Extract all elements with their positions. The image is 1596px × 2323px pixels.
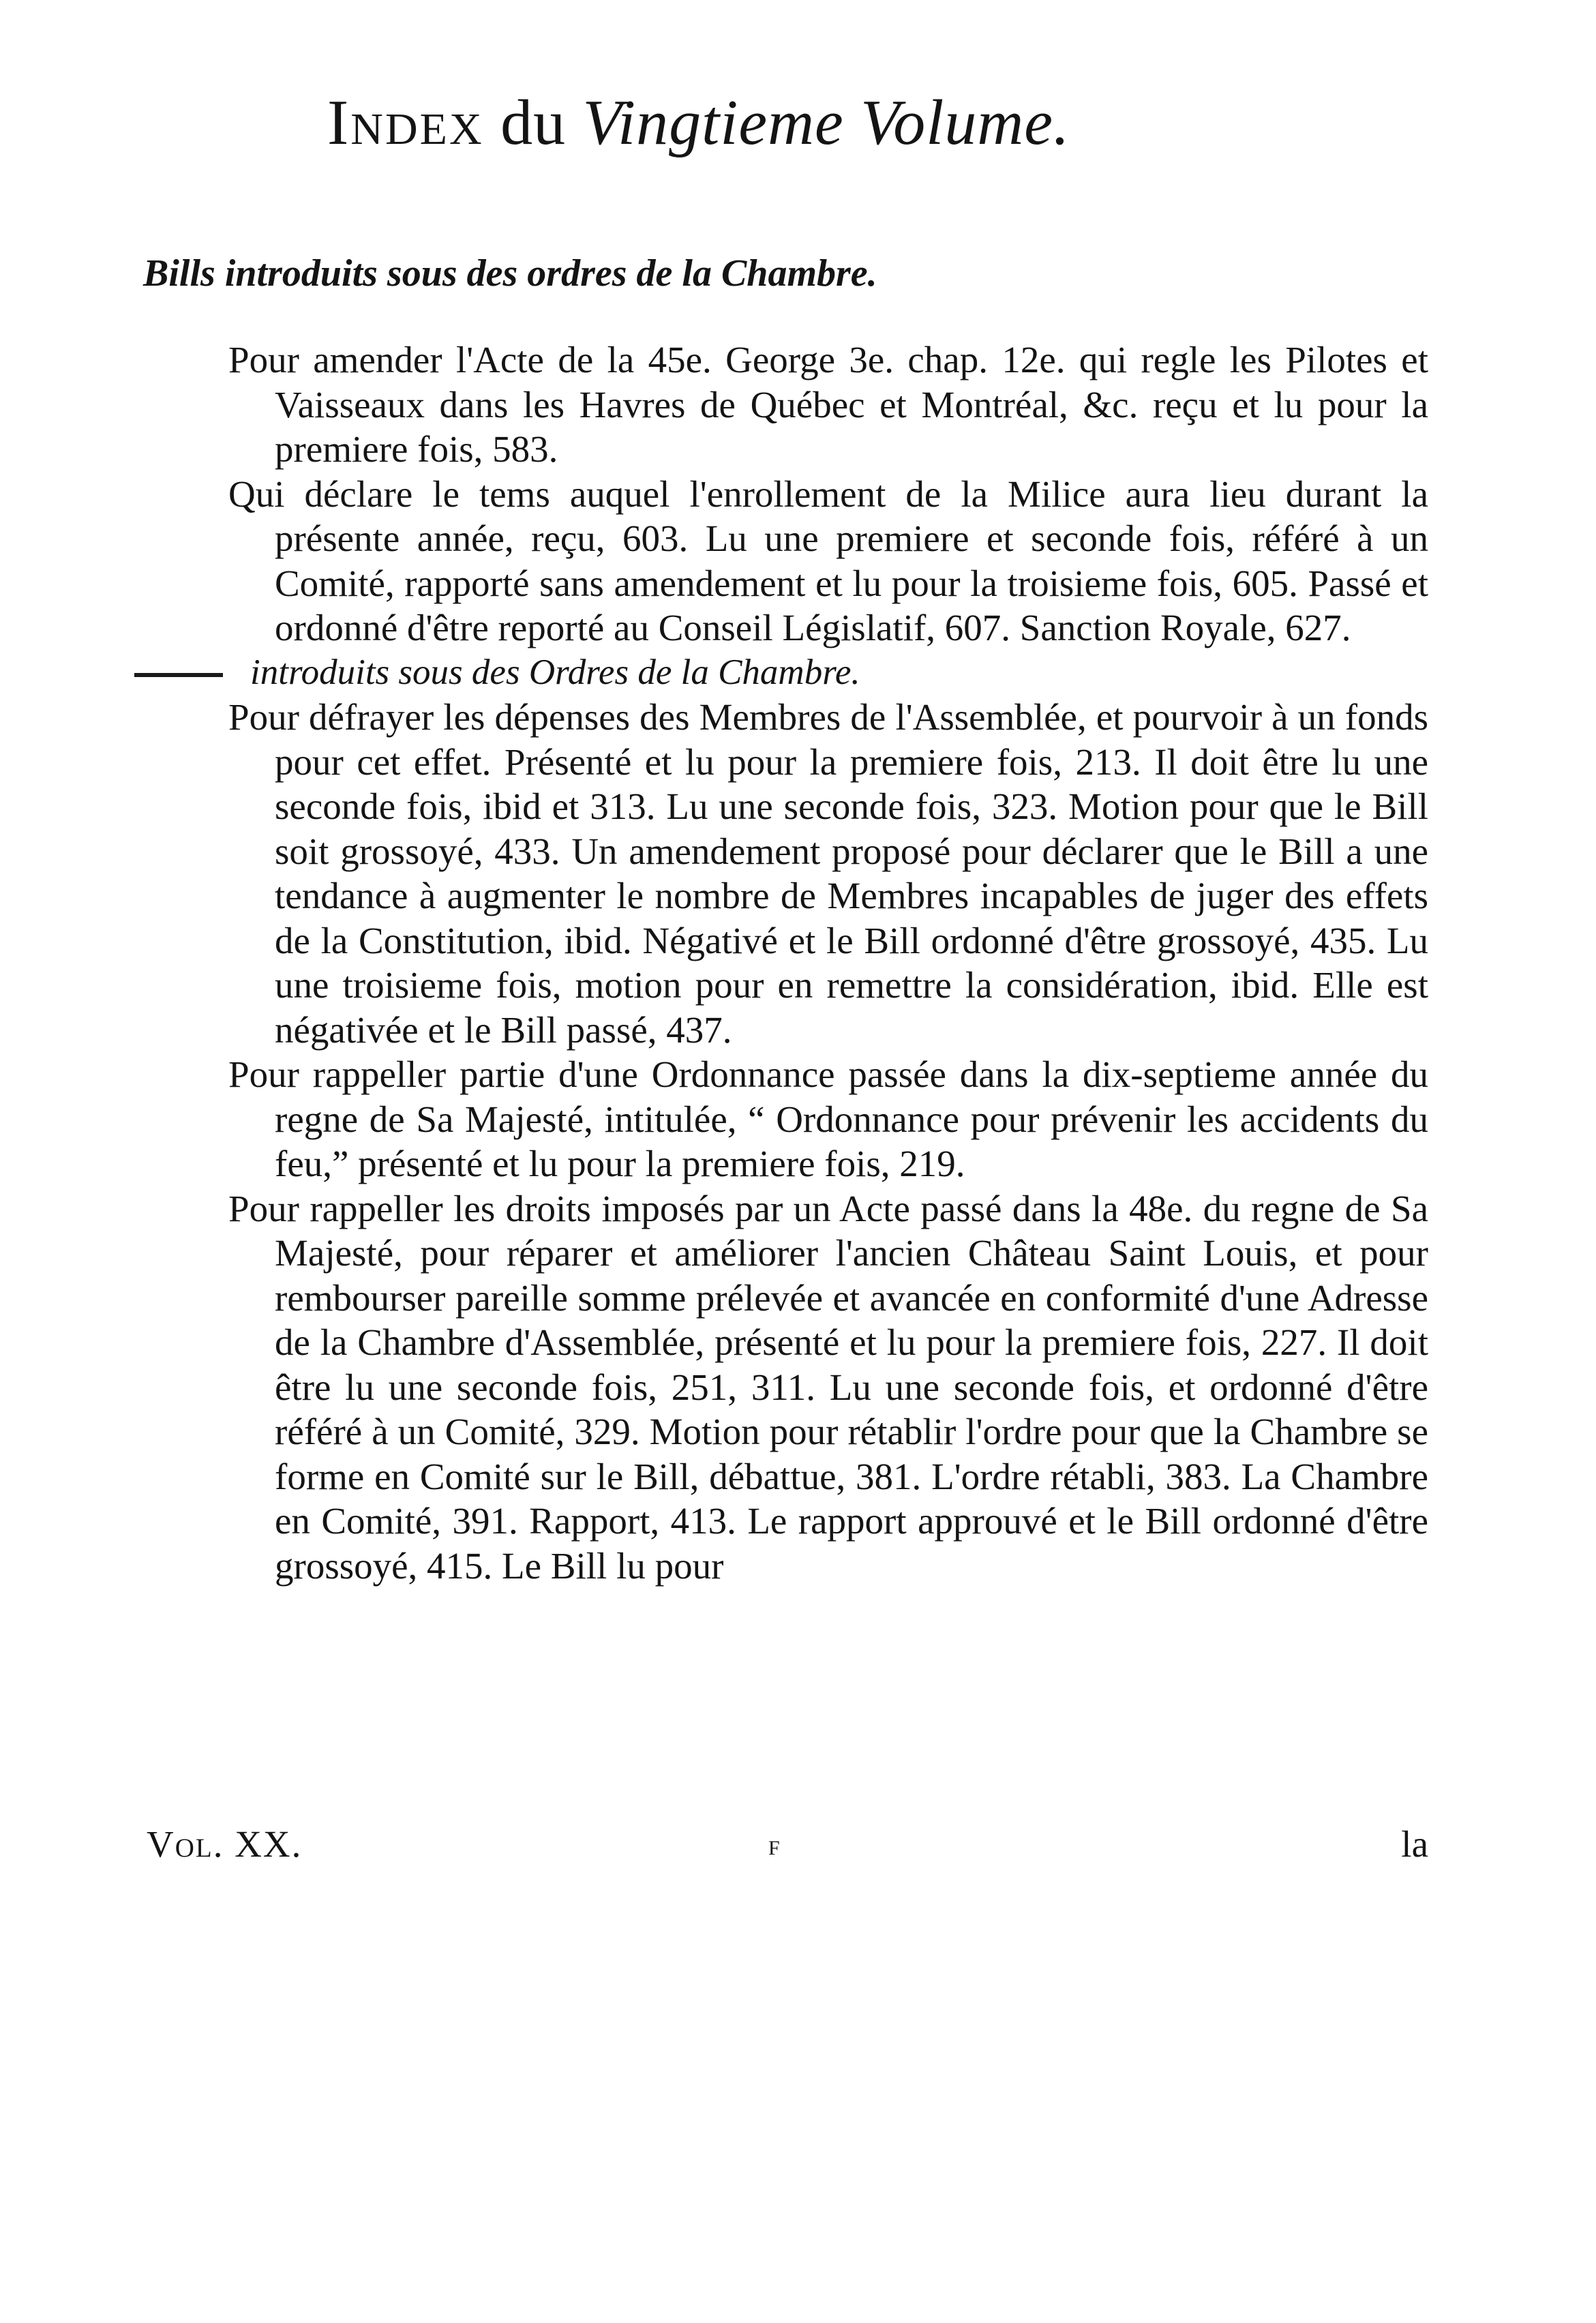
- title-du: du: [500, 87, 567, 158]
- index-entry-milice: Qui déclare le tems auquel l'enrollement de la Milice aura lieu durant la présente année, reçu, 603. Lu une premiere et seconde fois, référé à un Comité, rapporté sans amendement et lu pour la troisieme fois, 605. Passé et ordonné d'être reporté au Conseil Législatif, 607. Sanction Royale, 627.: [228, 473, 1428, 648]
- catchword: la: [1401, 1823, 1428, 1865]
- index-entry-feu: Pour rappeller partie d'une Ordonnance passée dans la dix-septieme année du regne de Sa Majesté, intitulée, “ Ordonnance pour prévenir les accidents du feu,” présenté et lu pour la premiere fois, 219.: [228, 1053, 1428, 1184]
- index-entry-chateau: Pour rappeller les droits imposés par un Acte passé dans la 48e. du regne de Sa Majesté, pour réparer et améliorer l'ancien Château Saint Louis, et pour rembourser pareille somme prélevée et avancée en conformité d'une Adresse de la Chambre d'Assemblée, présenté et lu pour la premiere fois, 227. Il doit être lu une seconde fois, 251, 311. Lu une seconde fois, et ordonné d'être référé à un Comité, 329. Motion pour rétablir l'ordre pour que la Chambre se forme en Comité sur le Bill, débattue, 381. L'ordre rétabli, 383. La Chambre en Comité, 391. Rapport, 413. Le rapport approuvé et le Bill ordonné d'être grossoyé, 415. Le Bill lu pour: [228, 1187, 1428, 1587]
- index-entries: [228, 338, 1428, 1588]
- page-footer: [147, 1822, 1428, 1870]
- title-volume: Vingtieme Volume.: [582, 87, 1070, 158]
- index-entry-pilotes: Pour amender l'Acte de la 45e. George 3e. chap. 12e. qui regle les Pilotes et Vaisseaux dans les Havres de Québec et Montréal, &c. reçu et lu pour la premiere fois, 583.: [228, 339, 1428, 470]
- title-index: Index: [327, 87, 484, 158]
- volume-label: Vol. XX.: [147, 1823, 303, 1865]
- section-heading: Bills introduits sous des ordres de la Chambre.: [143, 252, 877, 295]
- subsection-heading: [228, 650, 1428, 695]
- subsection-heading-text: introduits sous des Ordres de la Chambre.: [250, 652, 860, 692]
- page-title: [327, 85, 1282, 160]
- index-entry-membres: Pour défrayer les dépenses des Membres de l'Assemblée, et pourvoir à un fonds pour cet effet. Présenté et lu pour la premiere fois, 213. Il doit être lu une seconde fois, ibid et 313. Lu une seconde fois, 323. Motion pour que le Bill soit grossoyé, 433. Un amendement proposé pour déclarer que le Bill a une tendance à augmenter le nombre de Membres incapables de juger des effets de la Constitution, ibid. Négativé et le Bill ordonné d'être grossoyé, 435. Lu une troisieme fois, motion pour en remettre la considération, ibid. Elle est négativée et le Bill passé, 437.: [228, 696, 1428, 1051]
- signature-mark: F: [768, 1837, 780, 1859]
- em-dash-rule: [134, 673, 223, 677]
